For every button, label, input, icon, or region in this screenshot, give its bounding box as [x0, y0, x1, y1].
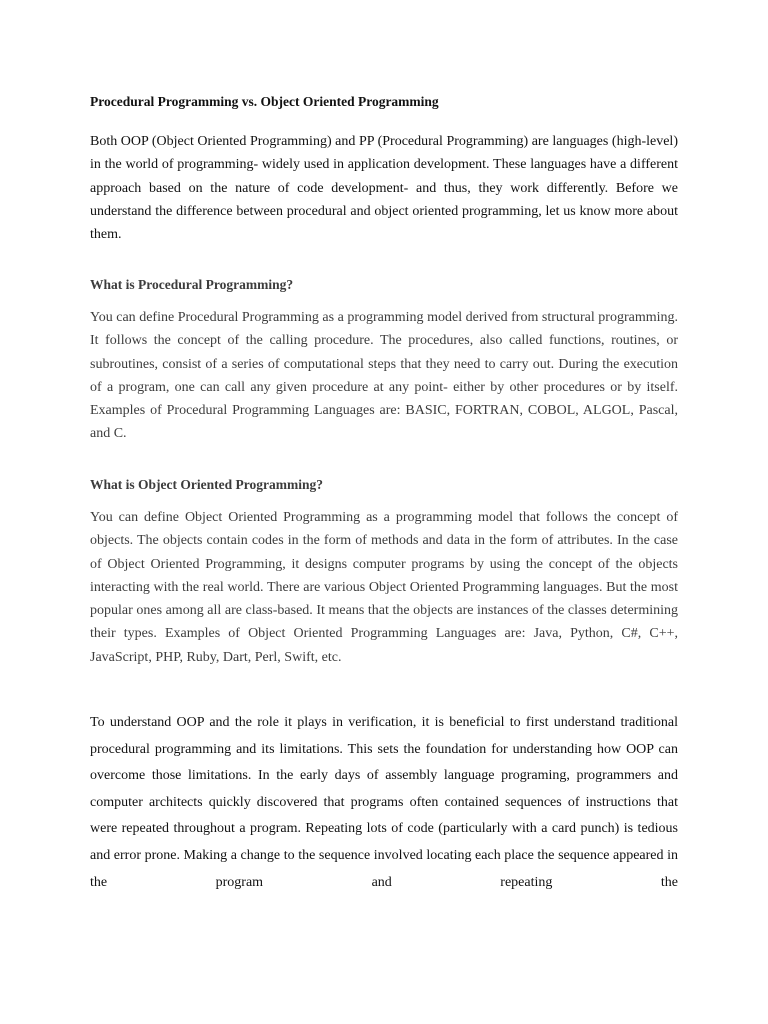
intro-paragraph: Both OOP (Object Oriented Programming) and PP (Procedural Programming) are languages (high-level) in the world of programming- widely used in application development. These languages have a different approach based on the nature of code development- and thus, they work differently. Before we understand the difference between procedural and object oriented programming, let us know more about them.: [90, 134, 678, 243]
closing-paragraph: To understand OOP and the role it plays in verification, it is beneficial to first understand traditional procedural programming and its limitations. This sets the foundation for understanding how OOP can overcome those limitations. In the early days of assembly language programing, programmers and computer architects quickly discovered that programs often contained sequences of instructions that were repeated throughout a program. Repeating lots of code (particularly with a card punch) is tedious and error prone. Making a change to the sequence involved locating each place the sequence appeared in the program and repeating the: [90, 715, 678, 890]
section-body-oop: You can define Object Oriented Programming as a programming model that follows the concept of objects. The objects contain codes in the form of methods and data in the form of attributes. In the case of Object Oriented Programming, it designs computer programs by using the concept of the objects interacting with the real world. There are various Object Oriented Programming languages. But the most popular ones among all are class-based. It means that the objects are instances of the classes determining their types. Examples of Object Oriented Programming Languages are: Java, Python, C#, C++, JavaScript, PHP, Ruby, Dart, Perl, Swift, etc.: [90, 510, 678, 665]
section-heading-procedural: What is Procedural Programming?: [90, 277, 294, 292]
document-title: Procedural Programming vs. Object Oriented Programming: [90, 94, 439, 109]
section-heading-oop: What is Object Oriented Programming?: [90, 477, 323, 492]
section-body-procedural: You can define Procedural Programming as a programming model derived from structural programming. It follows the concept of the calling procedure. The procedures, also called functions, routines, or subroutines, consist of a series of computational steps that they need to carry out. During the execution of a program, one can call any given procedure at any point- either by other procedures or by itself. Examples of Procedural Programming Languages are: BASIC, FORTRAN, COBOL, ALGOL, Pascal, and C.: [90, 310, 678, 442]
